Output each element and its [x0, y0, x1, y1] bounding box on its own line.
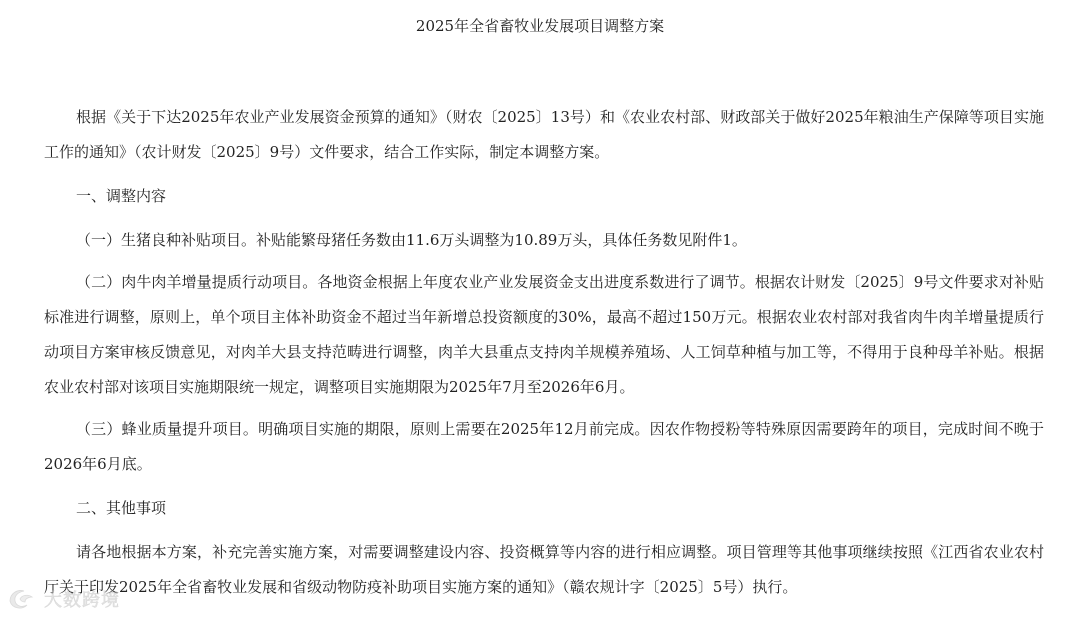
watermark-text: 大数跨境	[44, 590, 120, 611]
document-title: 2025年全省畜牧业发展项目调整方案	[415, 17, 665, 35]
intro-paragraph: 根据《关于下达2025年农业产业发展资金预算的通知》（财农〔2025〕13号）和《农业农村部、财政部关于做好2025年粮油生产保障等项目实施工作的通知》（农计财发〔2025〕9号）文件要求，结合工作实际，制定本调整方案。	[44, 108, 1044, 161]
item-cattle-sheep-project: （二）肉牛肉羊增量提质行动项目。各地资金根据上年度农业产业发展资金支出进度系数进行了调节。根据农计财发〔2025〕9号文件要求对补贴标准进行调整，原则上，单个项目主体补助资金不超过当年新增总投资额度的30%，最高不超过150万元。根据农业农村部对我省肉牛肉羊增量提质行动项目方案审核反馈意见，对肉羊大县支持范畴进行调整，肉羊大县重点支持肉羊规模养殖场、人工饲草种植与加工等，不得用于良种母羊补贴。根据农业农村部对该项目实施期限统一规定，调整项目实施期限为2025年7月至2026年6月。	[44, 273, 1044, 396]
item-bee-industry-project: （三）蜂业质量提升项目。明确项目实施的期限，原则上需要在2025年12月前完成。因农作物授粉等特殊原因需要跨年的项目，完成时间不晚于2026年6月底。	[44, 420, 1044, 473]
section-heading-adjustments: 一、调整内容	[76, 187, 167, 205]
section-heading-other-matters: 二、其他事项	[76, 499, 167, 517]
item-pig-breeding-subsidy: （一）生猪良种补贴项目。补贴能繁母猪任务数由11.6万头调整为10.89万头，具体任务数见附件1。	[76, 231, 747, 249]
watermark	[6, 586, 120, 612]
other-matters-paragraph: 请各地根据本方案，补充完善实施方案，对需要调整建设内容、投资概算等内容的进行相应调整。项目管理等其他事项继续按照《江西省农业农村厅关于印发2025年全省畜牧业发展和省级动物防疫补助项目实施方案的通知》（赣农规计字〔2025〕5号）执行。	[44, 543, 1044, 596]
brand-logo-icon	[6, 587, 40, 611]
